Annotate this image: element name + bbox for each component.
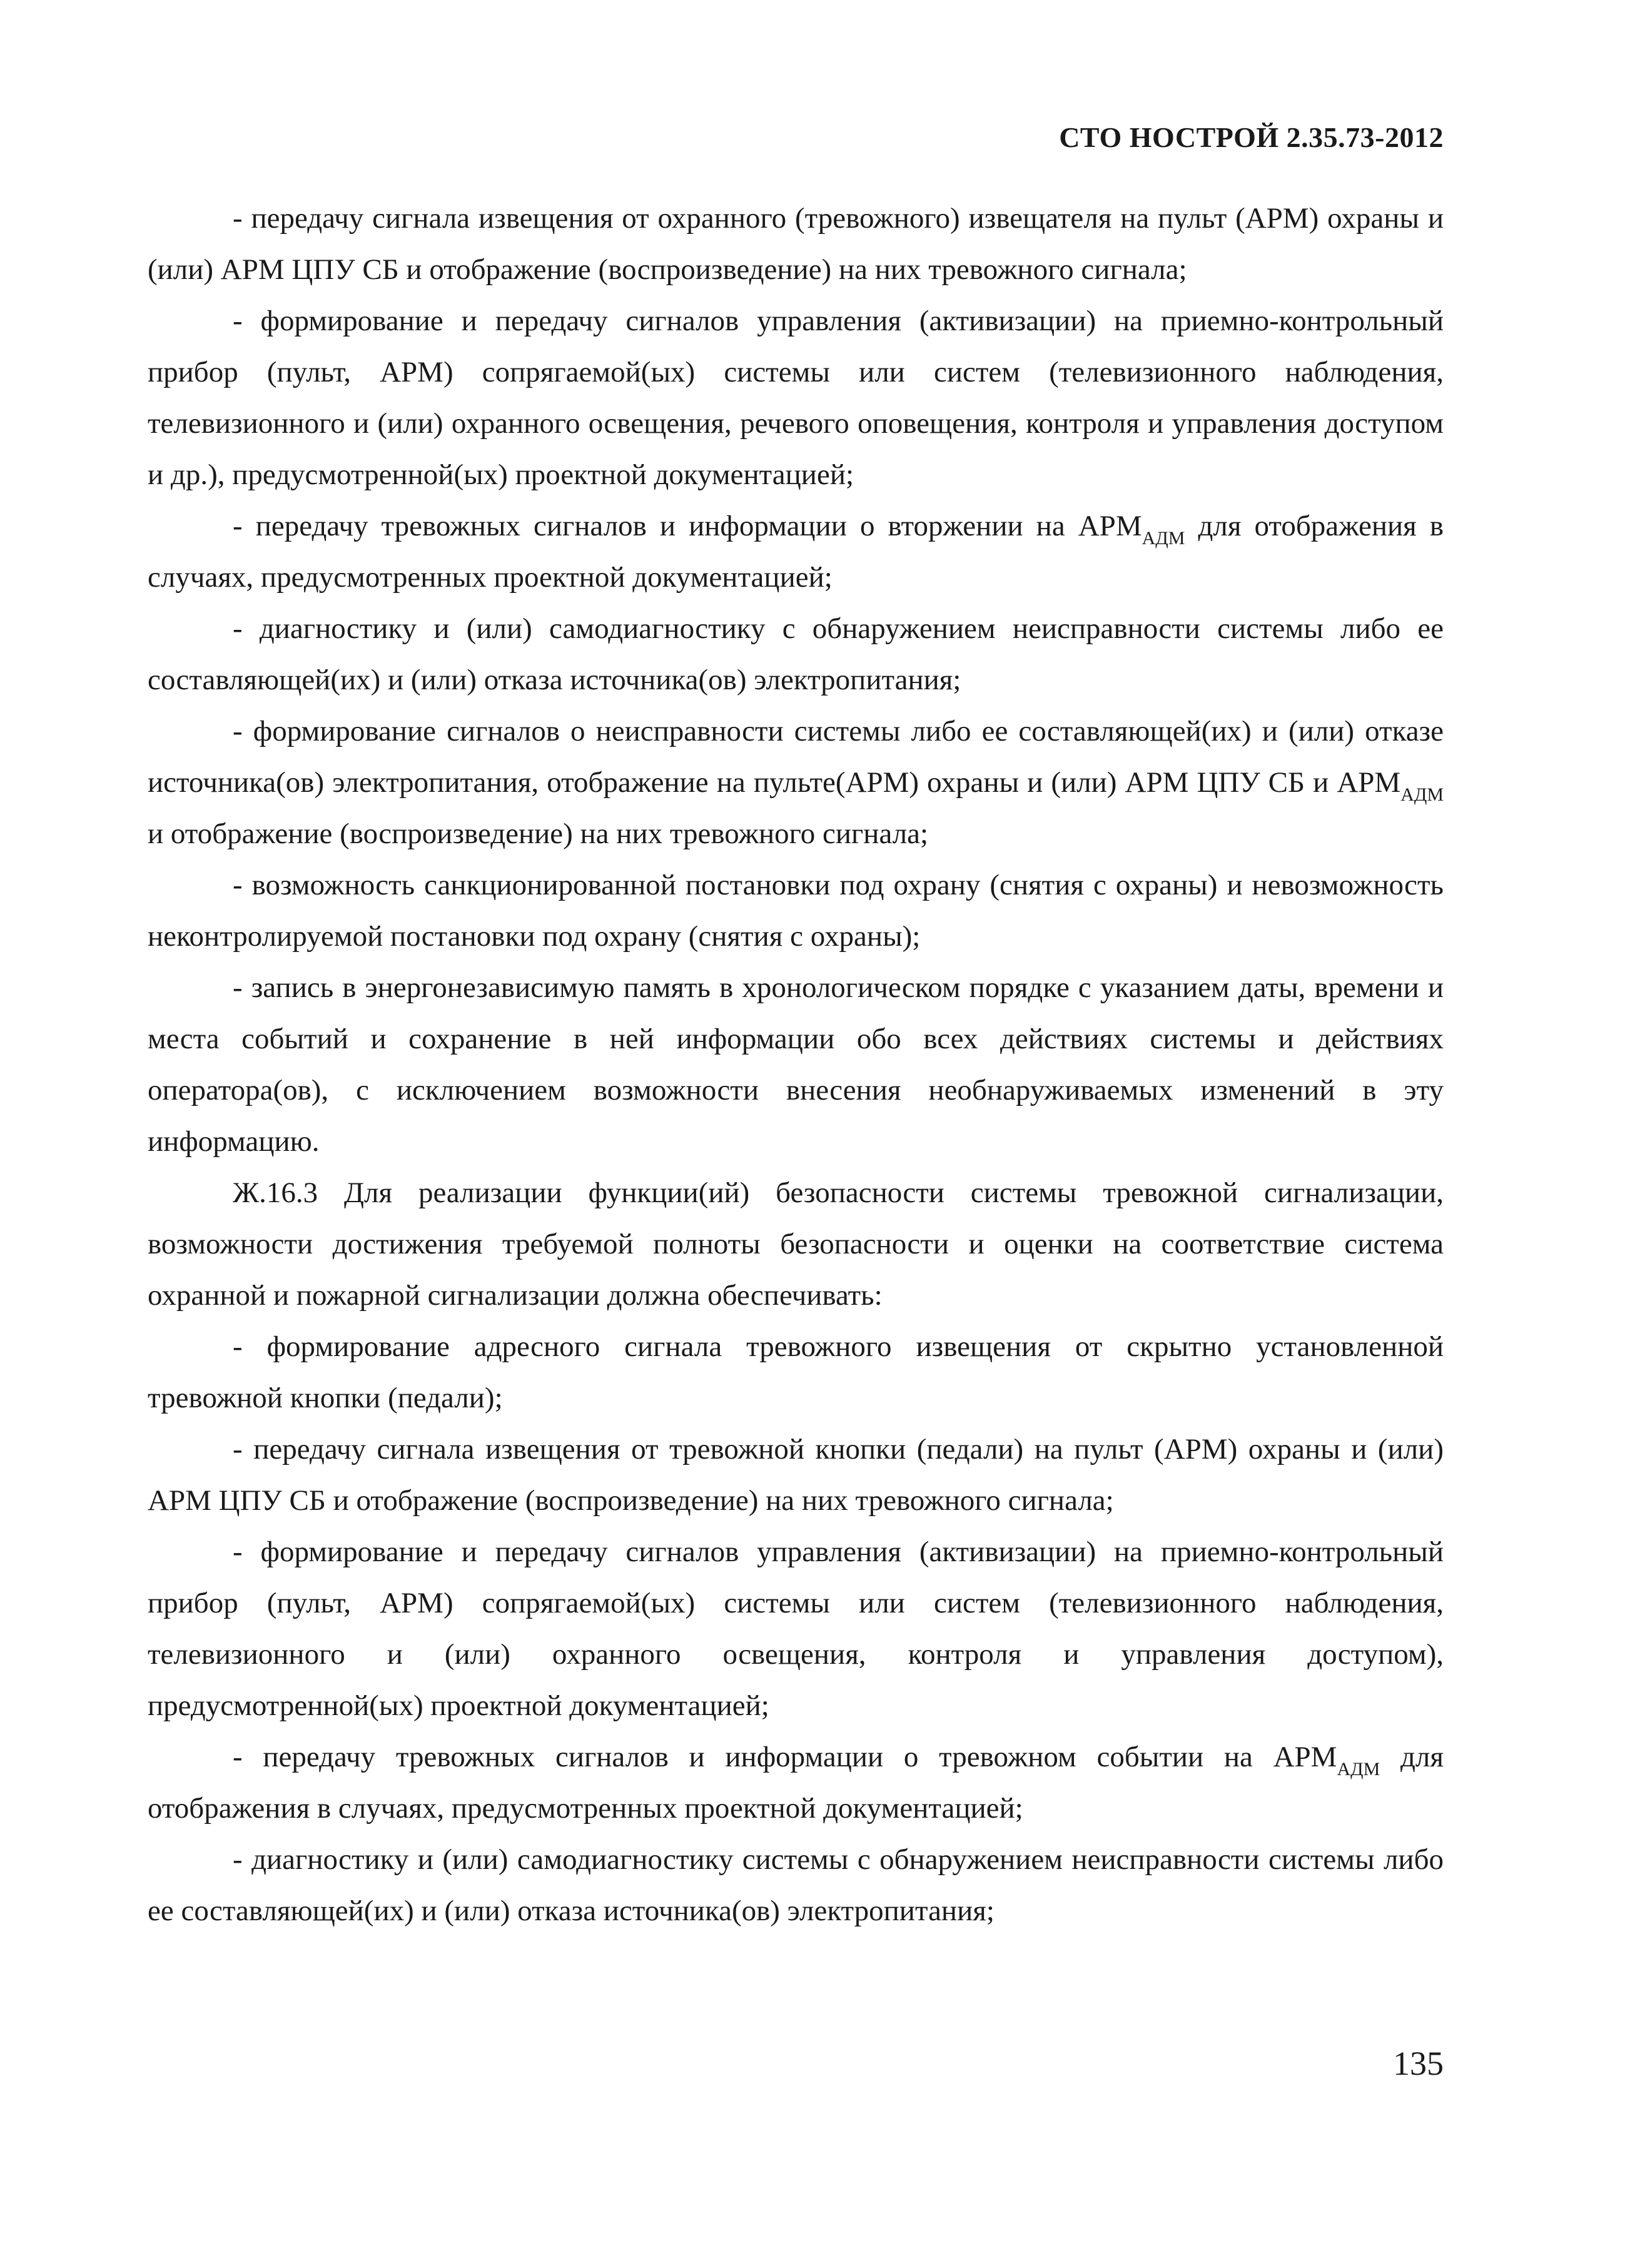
paragraph-panic-button-signal: - формирование адресного сигнала тревожного извещения от скрытно установленной тревожной кнопки (педали); [148, 1330, 1444, 1414]
paragraph-control-signals-2: - формирование и передачу сигналов управления (активизации) на приемно-контрольный прибор (пульт, АРМ) сопрягаемой(ых) системы или систем (телевизионного наблюдения, телевизионного и (или) охранного освещения, контроля и управления доступом), предусмотренной(ых) проектной документацией; [148, 1536, 1444, 1722]
subscript-adm: АДМ [1400, 784, 1444, 805]
paragraph-diagnostics: - диагностику и (или) самодиагностику с обнаружением неисправности системы либо ее составляющей(их) и (или) отказа источника(ов) электропитания; [148, 612, 1444, 696]
paragraph-text-part: - передачу тревожных сигналов и информации о вторжении на АРМ [233, 510, 1142, 542]
paragraph-text-part: - формирование сигналов о неисправности системы либо ее составляющей(их) и (или) отказе источника(ов) электропитания, отображение на пульте(АРМ) охраны и (или) АРМ ЦПУ СБ и АРМ [148, 715, 1444, 799]
subscript-adm: АДМ [1142, 528, 1185, 549]
paragraph-text-part: для отображения в случаях, предусмотренных проектной документацией; [148, 1741, 1444, 1825]
paragraph-alarm-signal-transfer: - передачу сигнала извещения от охранного (тревожного) извещателя на пульт (АРМ) охраны и (или) АРМ ЦПУ СБ и отображение (воспроизведение) на них тревожного сигнала; [148, 202, 1444, 286]
paragraph-text-part: - передачу тревожных сигналов и информации о тревожном событии на АРМ [233, 1741, 1337, 1773]
paragraph-text-part: для отображения в случаях, предусмотренных проектной документацией; [148, 510, 1444, 594]
paragraph-section-zh-16-3: Ж.16.3 Для реализации функции(ий) безопасности системы тревожной сигнализации, возможности достижения требуемой полноты безопасности и оценки на соответствие система охранной и пожарной сигнализации должна обеспечивать: [148, 1177, 1444, 1312]
paragraph-panic-button-transfer: - передачу сигнала извещения от тревожной кнопки (педали) на пульт (АРМ) охраны и (или) АРМ ЦПУ СБ и отображение (воспроизведение) на них тревожного сигнала; [148, 1433, 1444, 1517]
paragraph-fault-signals [148, 706, 1444, 859]
subscript-adm: АДМ [1337, 1759, 1380, 1779]
paragraph-control-signals: - формирование и передачу сигналов управления (активизации) на приемно-контрольный прибор (пульт, АРМ) сопрягаемой(ых) системы или систем (телевизионного наблюдения, телевизионного и (или) охранного освещения, речевого оповещения, контроля и управления доступом и др.), предусмотренной(ых) проектной документацией; [148, 305, 1444, 491]
paragraph-alarm-event-transfer [148, 1731, 1444, 1834]
document-code-header: СТО НОСТРОЙ 2.35.73-2012 [1059, 121, 1444, 153]
page-number: 135 [1393, 2045, 1444, 2082]
paragraph-text-part: и отображение (воспроизведение) на них тревожного сигнала; [148, 818, 929, 850]
paragraph-event-logging: - запись в энергонезависимую память в хронологическом порядке с указанием даты, времени и места событий и сохранение в ней информации обо всех действиях системы и действиях оператора(ов), с исключением возможности внесения необнаруживаемых изменений в эту информацию. [148, 971, 1444, 1158]
body-text [148, 193, 1444, 1936]
paragraph-diagnostics-2: - диагностику и (или) самодиагностику системы с обнаружением неисправности системы либо ее составляющей(их) и (или) отказа источника(ов) электропитания; [148, 1843, 1444, 1927]
paragraph-arming: - возможность санкционированной постановки под охрану (снятия с охраны) и невозможность неконтролируемой постановки под охрану (снятия с охраны); [148, 869, 1444, 953]
paragraph-intrusion-info-transfer [148, 500, 1444, 603]
